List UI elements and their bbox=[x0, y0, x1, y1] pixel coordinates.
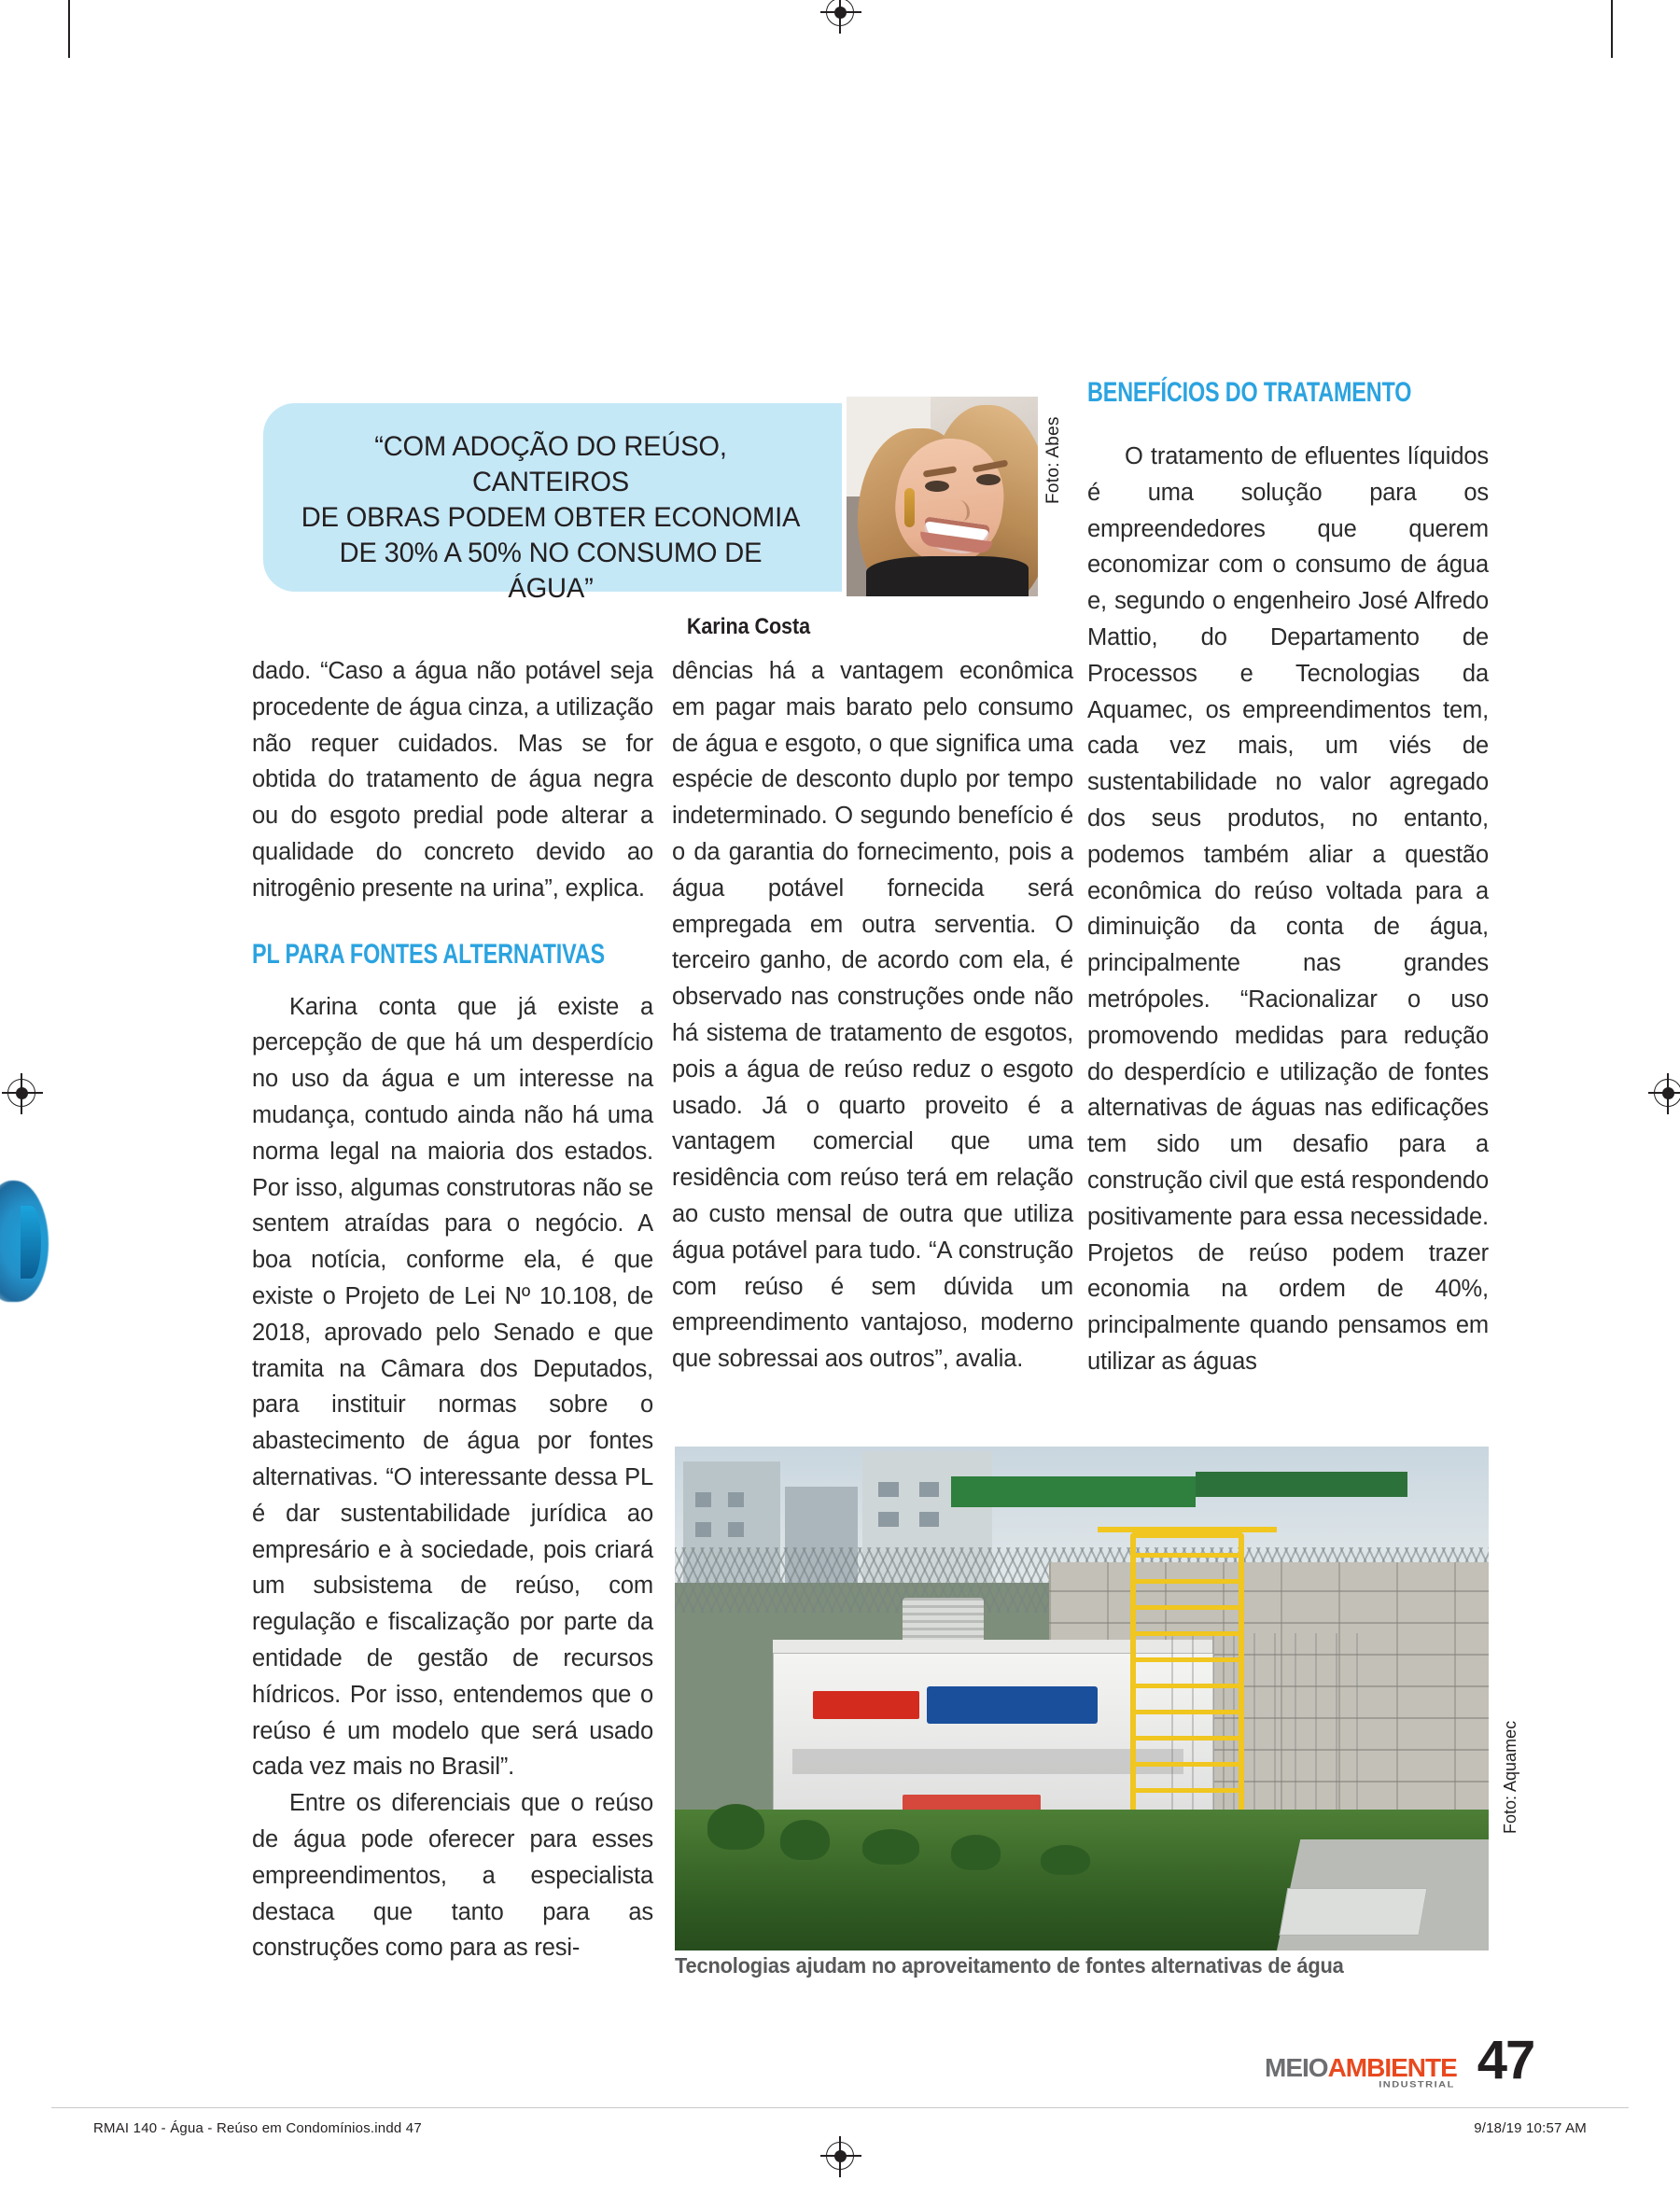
portrait-photo bbox=[847, 397, 1038, 596]
decorative-edge-tab bbox=[21, 1206, 41, 1279]
column-one bbox=[252, 653, 653, 1966]
portrait-photo-credit: Foto: Abes bbox=[1043, 416, 1063, 504]
registration-mark-bottom bbox=[826, 2142, 854, 2170]
pull-quote-line-3: DE 30% A 50% NO CONSUMO DE ÁGUA” bbox=[339, 538, 763, 604]
registration-mark-right bbox=[1654, 1079, 1680, 1107]
column-two bbox=[672, 653, 1073, 1377]
col2-paragraph-1: dências há a vantagem econômica em pagar mais barato pelo consumo de água e esgoto, o que significa uma espécie de desconto duplo por tempo indeterminado. O segundo benefício é o da garantia do fornecimento, pois a água potável fornecida será empregada em outra serventia. O terceiro ganho, de acordo com ela, é observado nas construções onde não há sistema de tratamento de esgotos, pois a água de reúso reduz o esgoto usado. Já o quarto proveito é a vantagem comercial que uma residência com reúso terá em relação ao custo mensal de outra que utiliza água potável para tudo. “A construção com reúso é sem dúvida um empreendimento vantajoso, moderno que sobressai aos outros”, avalia. bbox=[672, 658, 1073, 1373]
logo-text-ambiente: AMBIENTE bbox=[1327, 2053, 1457, 2083]
footer-timestamp: 9/18/19 10:57 AM bbox=[1474, 2120, 1587, 2136]
registration-mark-top bbox=[826, 0, 854, 26]
col3-paragraph-1: O tratamento de efluentes líquidos é uma solução para os empreendedores que querem economizar com o consumo de água e, segundo o engenheiro José Alfredo Mattio, do Departamento de Processos e Tecnologias da Aquamec, os empreendimentos tem, cada vez mais, um viés de sustentabilidade no valor agregado dos seus produtos, no entanto, podemos também aliar a questão econômica do reúso voltada para a diminuição da conta de água, principalmente nas grandes metrópoles. “Racionalizar o uso promovendo medidas para redução do desperdício e utilização de fontes alternativas de águas nas edificações tem sido um desafio para a construção civil que está respondendo positivamente para essa necessidade. Projetos de reúso podem trazer economia na ordem de 40%, principalmente quando pensamos em utilizar as águas bbox=[1087, 443, 1489, 1375]
portrait-illustration bbox=[847, 397, 1038, 596]
registration-mark-left bbox=[7, 1079, 35, 1107]
article-photo-credit: Foto: Aquamec bbox=[1501, 1720, 1519, 1834]
magazine-logo bbox=[1265, 2053, 1457, 2090]
folio bbox=[1265, 2030, 1534, 2090]
section-heading-pl: PL PARA FONTES ALTERNATIVAS bbox=[252, 938, 605, 970]
pull-quote-attribution: Karina Costa bbox=[686, 614, 810, 639]
section-heading-beneficios: BENEFÍCIOS DO TRATAMENTO bbox=[1087, 377, 1412, 408]
article-photo-caption: Tecnologias ajudam no aproveitamento de fontes alternativas de água bbox=[675, 1953, 1344, 1978]
column-three bbox=[1087, 377, 1489, 1380]
crop-mark-top-left bbox=[68, 0, 70, 58]
page-number: 47 bbox=[1477, 2030, 1534, 2090]
col1-paragraph-2: Karina conta que já existe a percepção de que há um desperdício no uso da água e um interesse na mudança, contudo ainda não há uma norma legal na maioria dos estados. Por isso, algumas construtoras não se sentem atraídas para o negócio. A boa notícia, conforme ela, é que existe o Projeto de Lei Nº 10.108, de 2018, aprovado pelo Senado e que tramita na Câmara dos Deputados, para instituir normas sobre o abastecimento de água por fontes alternativas. “O interessante dessa PL é dar sustentabilidade jurídica ao empresário e à sociedade, pois criará um subsistema de reúso, com regulação e fiscalização por parte da entidade de gestão de recursos hídricos. Por isso, entendemos que o reúso é um modelo que será usado cada vez mais no Brasil”. bbox=[252, 993, 653, 1781]
pull-quote-line-1: “COM ADOÇÃO DO REÚSO, CANTEIROS bbox=[374, 431, 727, 497]
footer-divider bbox=[51, 2107, 1629, 2108]
pull-quote-box bbox=[263, 403, 842, 639]
crop-mark-top-right bbox=[1611, 0, 1613, 58]
pull-quote-line-2: DE OBRAS PODEM OBTER ECONOMIA bbox=[301, 502, 801, 533]
col1-paragraph-1: dado. “Caso a água não potável seja procedente de água cinza, a utilização não requer cuidados. Mas se for obtida do tratamento de água negra ou do esgoto predial pode alterar a qualidade do concreto devido ao nitrogênio presente na urina”, explica. bbox=[252, 658, 653, 902]
logo-text-industrial: INDUSTRIAL bbox=[1379, 2080, 1455, 2090]
footer-filename: RMAI 140 - Água - Reúso em Condomínios.indd 47 bbox=[93, 2120, 422, 2136]
article-photo bbox=[675, 1447, 1489, 1950]
col1-paragraph-3: Entre os diferenciais que o reúso de água pode oferecer para esses empreendimentos, a especialista destaca que tanto para as construções como para as resi- bbox=[252, 1790, 653, 1962]
logo-text-meio: MEIO bbox=[1265, 2053, 1328, 2083]
